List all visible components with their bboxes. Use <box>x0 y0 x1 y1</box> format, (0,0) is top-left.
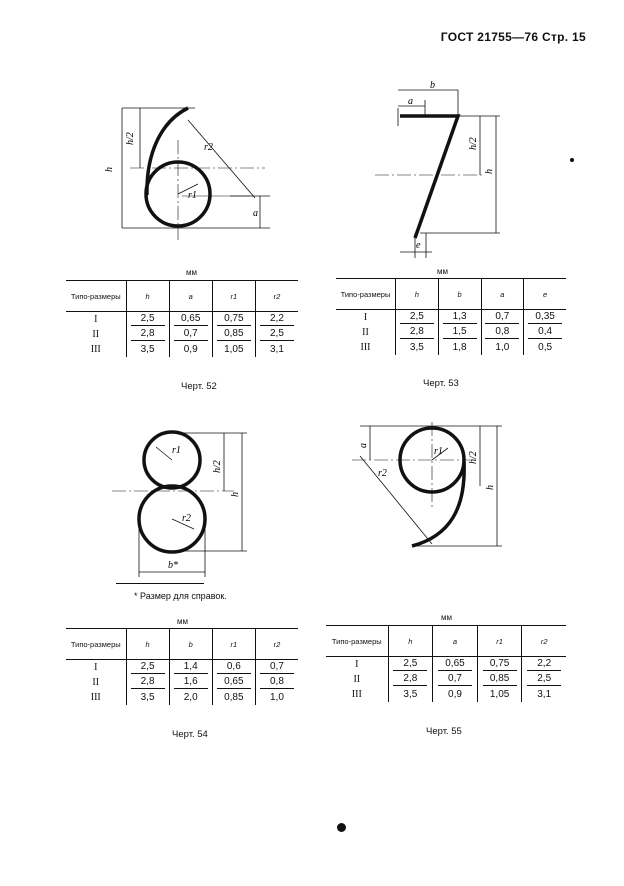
d53-a-label: a <box>408 96 413 107</box>
table-row: II 2,8 0,7 0,85 2,5 <box>66 327 298 342</box>
scan-dot <box>570 158 574 162</box>
d54-r2-label: r2 <box>182 513 191 524</box>
caption-55: Черт. 55 <box>426 726 462 737</box>
d55-a-label: a <box>358 443 369 448</box>
t52-head-4: r2 <box>255 281 298 312</box>
table-row: III 3,5 0,9 1,05 3,1 <box>66 342 298 357</box>
table-row: III 3,5 2,0 0,85 1,0 <box>66 690 298 705</box>
t55-head-3: r1 <box>477 626 522 657</box>
table-row: II 2,8 1,6 0,65 0,8 <box>66 675 298 690</box>
d53-h-label: h <box>484 169 495 174</box>
t54-head-1: h <box>126 629 169 660</box>
t53-head-2: b <box>438 279 481 310</box>
t52-head-2: a <box>169 281 212 312</box>
d54-h-label: h <box>230 492 241 497</box>
t52-unit: мм <box>186 268 197 277</box>
d52-h2-label: h/2 <box>125 132 136 145</box>
table-row: III 3,5 0,9 1,05 3,1 <box>326 687 566 702</box>
table-53 <box>336 278 566 355</box>
table-52 <box>66 280 298 357</box>
caption-52: Черт. 52 <box>181 381 217 392</box>
d54-r1-label: r1 <box>172 445 181 456</box>
d54-b-label: b* <box>168 560 178 571</box>
caption-54: Черт. 54 <box>172 729 208 740</box>
table-row: I 2,5 1,3 0,7 0,35 <box>336 310 566 326</box>
table-row: II 2,8 0,7 0,85 2,5 <box>326 672 566 687</box>
t55-unit: мм <box>441 613 452 622</box>
drawing-52-digit-six <box>100 100 270 250</box>
t53-head-1: h <box>396 279 439 310</box>
table-row: III 3,5 1,8 1,0 0,5 <box>336 340 566 355</box>
table-row: I 2,5 0,65 0,75 2,2 <box>66 312 298 328</box>
d53-b-label: b <box>430 80 435 91</box>
d55-r2-label: r2 <box>378 468 387 479</box>
drawing-55-digit-nine <box>342 418 507 558</box>
d55-h2-label: h/2 <box>468 451 479 464</box>
t54-head-0: Типо-размеры <box>66 629 126 660</box>
t53-head-3: a <box>481 279 524 310</box>
page-header: ГОСТ 21755—76 Стр. 15 <box>440 30 586 44</box>
d55-r1-label: r1 <box>434 446 443 457</box>
d55-h-label: h <box>485 485 496 490</box>
t54-head-4: r2 <box>255 629 298 660</box>
t52-head-3: r1 <box>212 281 255 312</box>
t55-head-2: a <box>433 626 478 657</box>
d53-e-label: e <box>416 240 421 251</box>
t52-head-1: h <box>126 281 169 312</box>
d52-r2-label: r2 <box>204 142 213 153</box>
drawing-54-digit-eight <box>112 425 262 585</box>
d52-a-label: a <box>253 208 258 219</box>
scan-dot <box>337 823 346 832</box>
t52-head-0: Типо-размеры <box>66 281 126 312</box>
d52-r1-label: r1 <box>188 190 197 201</box>
d52-h-label: h <box>104 167 115 172</box>
table-row: I 2,5 0,65 0,75 2,2 <box>326 657 566 673</box>
table-55 <box>326 625 566 702</box>
t54-head-2: b <box>169 629 212 660</box>
t53-head-0: Типо-размеры <box>336 279 396 310</box>
note-rule <box>116 583 204 584</box>
t53-unit: мм <box>437 267 448 276</box>
drawing-53-digit-seven <box>370 78 510 263</box>
d53-h2-label: h/2 <box>468 137 479 150</box>
t53-head-4: e <box>524 279 566 310</box>
t54-unit: мм <box>177 617 188 626</box>
t55-head-1: h <box>388 626 433 657</box>
caption-53: Черт. 53 <box>423 378 459 389</box>
t55-head-0: Типо-размеры <box>326 626 388 657</box>
t54-head-3: r1 <box>212 629 255 660</box>
reference-note: * Размер для справок. <box>134 591 227 601</box>
table-54 <box>66 628 298 705</box>
table-row: II 2,8 1,5 0,8 0,4 <box>336 325 566 340</box>
table-row: I 2,5 1,4 0,6 0,7 <box>66 660 298 676</box>
t55-head-4: r2 <box>522 626 566 657</box>
d54-h2-label: h/2 <box>212 460 223 473</box>
